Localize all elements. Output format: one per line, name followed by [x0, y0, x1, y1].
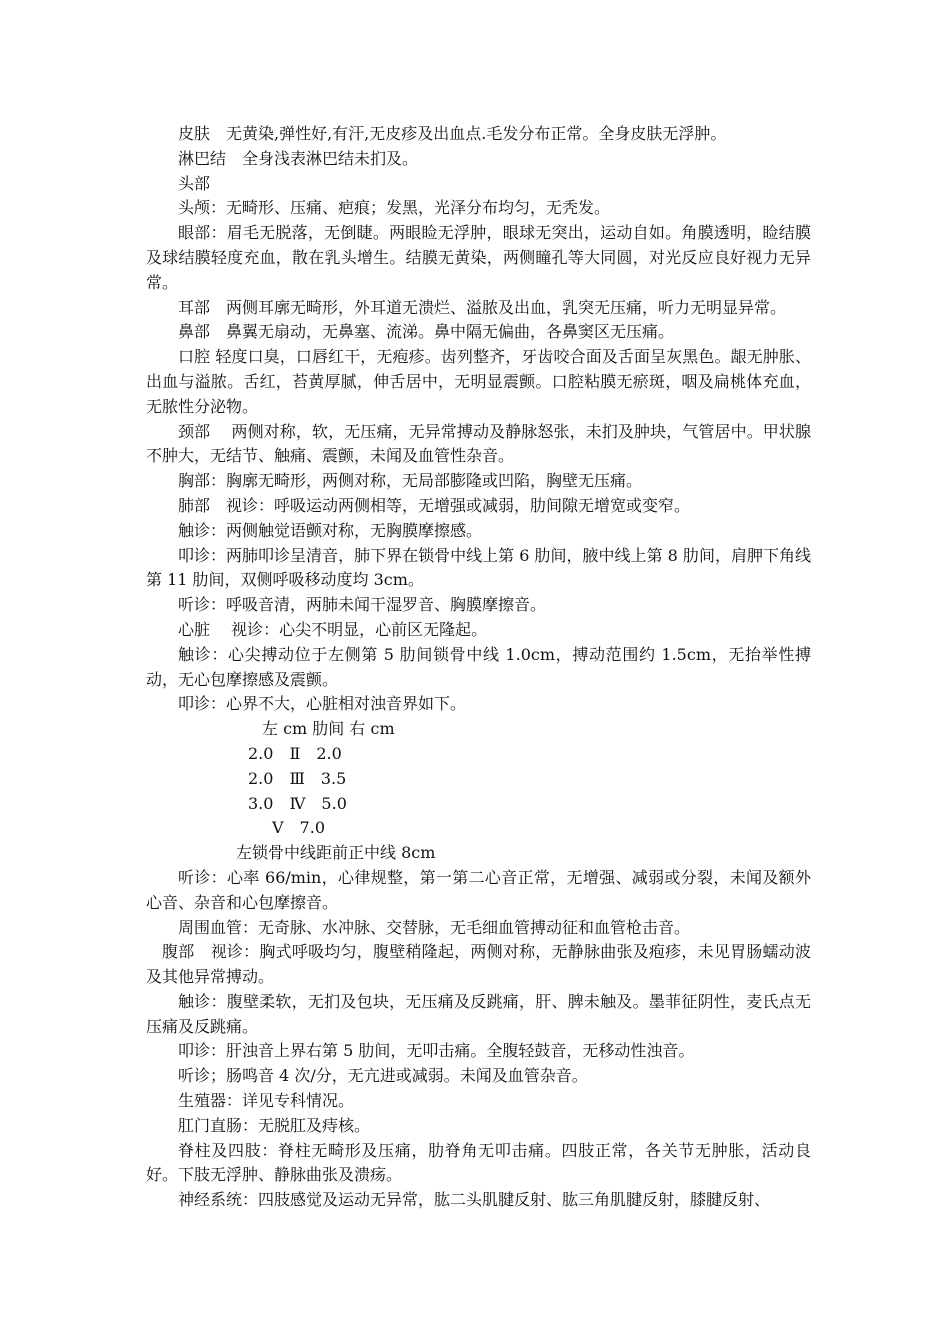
- paragraph-abd-inspect: 腹部 视诊：胸式呼吸均匀，腹壁稍隆起，两侧对称，无静脉曲张及疱疹，未见胃肠蠕动波及其他异常搏动。: [146, 942, 811, 987]
- paragraph-abd-percuss: 叩诊：肝浊音上界右第 5 肋间，无叩击痛。全腹轻鼓音，无移动性浊音。: [178, 1041, 695, 1061]
- paragraph-heart-auscult: 听诊：心率 66/min，心律规整，第一第二心音正常，无增强、减弱或分裂，未闻及额外心音、杂音和心包摩擦音。: [146, 867, 811, 912]
- paragraph-neuro: 神经系统：四肢感觉及运动无异常，肱二头肌腱反射、肱三角肌腱反射，膝腱反射、: [178, 1190, 771, 1210]
- paragraph-lung-auscult: 听诊：呼吸音清，两肺未闻干湿罗音、胸膜摩擦音。: [178, 595, 547, 615]
- paragraph-abd-palp: 触诊：腹壁柔软，无扪及包块，无压痛及反跳痛，肝、脾未触及。墨菲征阴性，麦氏点无压痛及反跳痛。: [146, 991, 811, 1036]
- paragraph-anus: 肛门直肠：无脱肛及痔核。: [178, 1115, 371, 1135]
- paragraph-neck: 颈部 两侧对称，软，无压痛，无异常搏动及静脉怒张，未扪及肿块，气管居中。甲状腺不肿大，无结节、触痛、震颤，未闻及血管性杂音。: [146, 421, 811, 466]
- paragraph-lung-inspect: 肺部 视诊：呼吸运动两侧相等，无增强或减弱，肋间隙无增宽或变窄。: [178, 495, 691, 515]
- heart-table-row: 3.0 Ⅳ 5.0: [248, 793, 347, 813]
- paragraph-skull: 头颅：无畸形、压痛、疤痕；发黑，光泽分布均匀，无秃发。: [178, 198, 611, 218]
- heart-table-note: 左锁骨中线距前正中线 8cm: [236, 843, 436, 863]
- exam-section-lower: [146, 866, 811, 1213]
- paragraph-abd-auscult: 听诊；肠鸣音 4 次/分，无亢进或减弱。未闻及血管杂音。: [178, 1066, 588, 1086]
- paragraph-nose: 鼻部 鼻翼无扇动，无鼻塞、流涕。鼻中隔无偏曲，各鼻窦区无压痛。: [178, 322, 675, 342]
- paragraph-heart-percuss: 叩诊：心界不大，心脏相对浊音界如下。: [178, 694, 467, 714]
- paragraph-mouth: 口腔 轻度口臭，口唇红干，无疱疹。齿列整齐，牙齿咬合面及舌面呈灰黑色。龈无肿胀、出血与溢脓。舌红，苔黄厚腻，伸舌居中，无明显震颤。口腔粘膜无瘀斑，咽及扁桃体充血，无脓性分泌物。: [146, 347, 811, 416]
- paragraph-lung-palp: 触诊：两侧触觉语颤对称，无胸膜摩擦感。: [178, 520, 483, 540]
- paragraph-vessels: 周围血管：无奇脉、水冲脉、交替脉，无毛细血管搏动征和血管枪击音。: [178, 917, 691, 937]
- heart-table-header: 左 cm 肋间 右 cm: [262, 719, 395, 739]
- paragraph-genital: 生殖器：详见专科情况。: [178, 1091, 355, 1111]
- paragraph-heart-palp: 触诊：心尖搏动位于左侧第 5 肋间锁骨中线 1.0cm，搏动范围约 1.5cm，无抬举性搏动，无心包摩擦感及震颤。: [146, 644, 811, 689]
- paragraph-ear: 耳部 两侧耳廓无畸形，外耳道无溃烂、溢脓及出血，乳突无压痛，听力无明显异常。: [178, 297, 787, 317]
- paragraph-lymph: 淋巴结 全身浅表淋巴结未扪及。: [178, 148, 419, 168]
- heart-dullness-table: [146, 717, 811, 866]
- paragraph-head: 头部: [178, 173, 211, 193]
- exam-section-upper: [146, 122, 811, 717]
- heart-table-row: 2.0 Ⅲ 3.5: [248, 768, 347, 788]
- document-page: [146, 122, 811, 1213]
- paragraph-lung-percuss: 叩诊：两肺叩诊呈清音，肺下界在锁骨中线上第 6 肋间，腋中线上第 8 肋间，肩胛下角线第 11 肋间，双侧呼吸移动度均 3cm。: [146, 545, 811, 590]
- heart-table-row: 2.0 Ⅱ 2.0: [248, 743, 342, 763]
- paragraph-skin: 皮肤 无黄染,弹性好,有汗,无皮疹及出血点.毛发分布正常。全身皮肤无浮肿。: [178, 124, 727, 143]
- paragraph-heart-inspect: 心脏 视诊：心尖不明显，心前区无隆起。: [178, 619, 488, 639]
- heart-table-row: Ⅴ 7.0: [272, 818, 326, 838]
- paragraph-eye: 眼部：眉毛无脱落，无倒睫。两眼睑无浮肿，眼球无突出，运动自如。角膜透明，睑结膜及球结膜轻度充血，散在乳头增生。结膜无黄染，两侧瞳孔等大同圆，对光反应良好视力无异常。: [146, 223, 811, 292]
- paragraph-spine: 脊柱及四肢：脊柱无畸形及压痛，肋脊角无叩击痛。四肢正常，各关节无肿胀，活动良好。下肢无浮肿、静脉曲张及溃疡。: [146, 1140, 811, 1185]
- paragraph-chest: 胸部：胸廓无畸形，两侧对称，无局部膨隆或凹陷，胸壁无压痛。: [178, 471, 643, 491]
